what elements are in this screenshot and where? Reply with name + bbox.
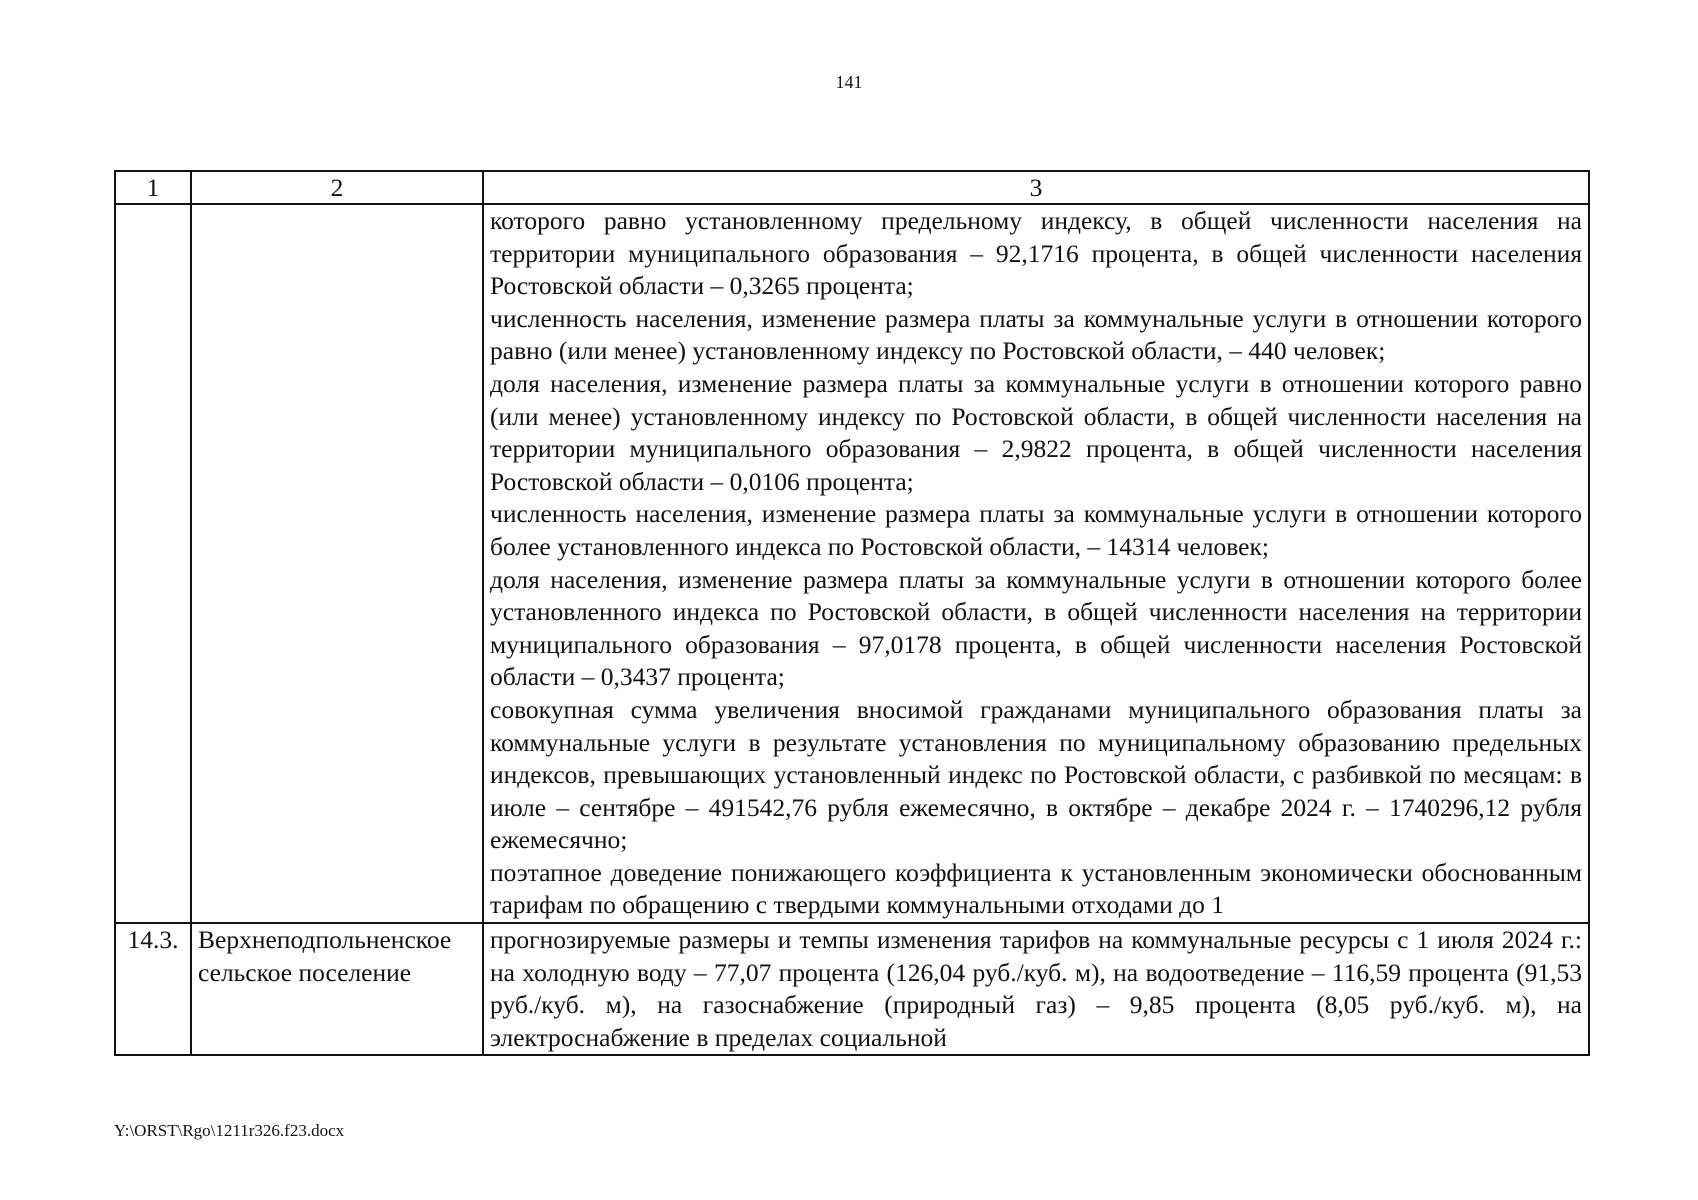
municipality-name: Верхнеподпольненское сельское поселение	[191, 923, 483, 1055]
continuation-name-cell	[191, 204, 483, 923]
continuation-text-cell	[483, 204, 1589, 923]
footer-file-path: Y:\ORST\Rgo\1211r326.f23.docx	[114, 1121, 345, 1140]
header-col-3: 3	[483, 171, 1589, 204]
header-col-1: 1	[115, 171, 191, 204]
paragraph: численность населения, изменение размера платы за коммунальные услуги в отношении которого равно (или менее) установленному индексу по Ростовской области, – 440 человек;	[490, 303, 1582, 366]
paragraph: прогнозируемые размеры и темпы изменения тарифов на коммунальные ресурсы с 1 июля 2024 г.: на холодную воду – 77,07 процента (126,04 руб./куб. м), на водоотведение – 116,59 процента (91,53 руб./куб. м), на газоснабжение (природный газ) – 9,85 процента (8,05 руб./куб. м), на электроснабжение в пределах социальной	[490, 925, 1582, 1052]
paragraph: поэтапное доведение понижающего коэффициента к установленным экономически обоснованным тарифам по обращению с твердыми коммунальными отходами до 1	[490, 857, 1582, 920]
row-number: 14.3.	[115, 923, 191, 1055]
paragraph: доля населения, изменение размера платы за коммунальные услуги в отношении которого равно (или менее) установленному индексу по Ростовской области, в общей численности населения на территории муниципального образования – 2,9822 процента, в общей численности населения Ростовской области – 0,0106 процента;	[490, 368, 1582, 496]
row-text-cell	[483, 923, 1589, 1055]
table-header-row	[115, 171, 1589, 204]
table-row-14-3	[115, 923, 1589, 1055]
table-row-continuation	[115, 204, 1589, 923]
paragraph: которого равно установленному предельному индексу, в общей численности населения на территории муниципального образования – 92,1716 процента, в общей численности населения Ростовской области – 0,3265 процента;	[490, 206, 1582, 301]
paragraph: совокупная сумма увеличения вносимой гражданами муниципального образования платы за коммунальные услуги в результате установления по муниципальному образованию предельных индексов, превышающих установленный индекс по Ростовской области, с разбивкой по месяцам: в июле – сентябре – 491542,76 рубля ежемесячно, в октябре – декабре 2024 г. – 1740296,12 рубля ежемесячно;	[490, 694, 1582, 855]
paragraph: численность населения, изменение размера платы за коммунальные услуги в отношении которого более установленного индекса по Ростовской области, – 14314 человек;	[490, 499, 1582, 561]
tariff-table	[114, 170, 1590, 1056]
header-col-2: 2	[191, 171, 483, 204]
paragraph: доля населения, изменение размера платы за коммунальные услуги в отношении которого более установленного индекса по Ростовской области, в общей численности населения на территории муниципального образования – 97,0178 процента, в общей численности населения Ростовской области – 0,3437 процента;	[490, 564, 1582, 692]
page-number: 141	[835, 72, 863, 92]
continuation-number-cell	[115, 204, 191, 923]
